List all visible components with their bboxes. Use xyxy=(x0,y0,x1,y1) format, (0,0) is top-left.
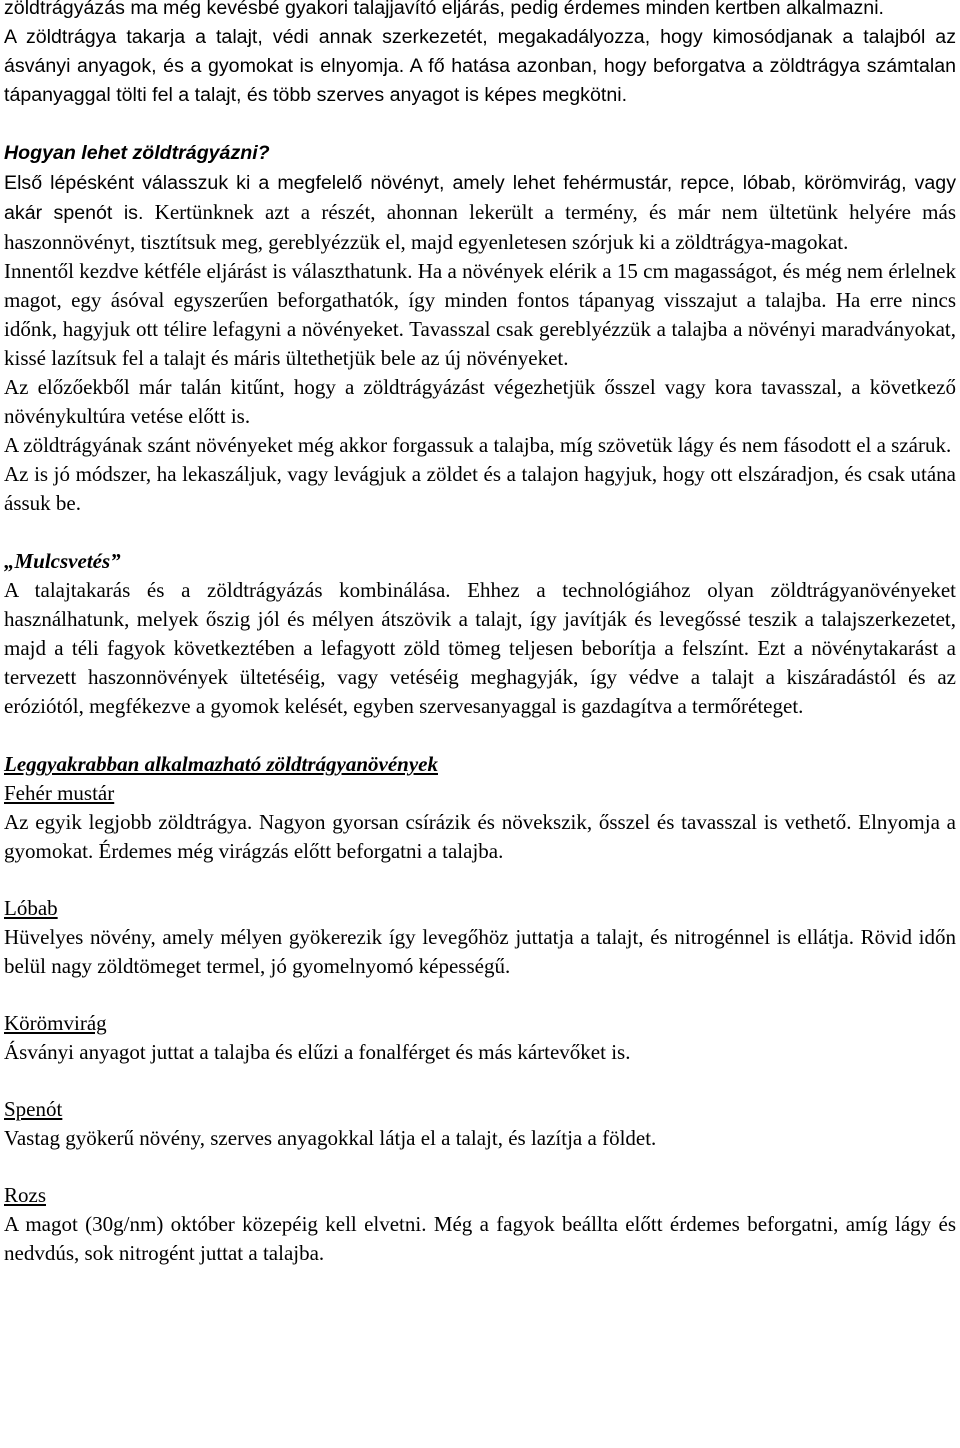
section-heading-how: Hogyan lehet zöldtrágyázni? xyxy=(4,142,270,164)
plant-description: Az egyik legjobb zöldtrágya. Nagyon gyorsan csírázik és növekszik, ősszel és tavasszal is vethető. Elnyomja a gyomokat. Érdemes még virágzás előtt beforgatni a talajba. xyxy=(4,810,956,863)
how-paragraph-5: Az is jó módszer, ha lekaszáljuk, vagy levágjuk a zöldet és a talajon hagyjuk, hogy ott elszáradjon, és csak utána ássuk be. xyxy=(4,462,956,515)
section-heading-plants: Leggyakrabban alkalmazható zöldtrágyanövények xyxy=(4,752,438,776)
spacer xyxy=(4,866,956,894)
how-paragraph-1-part-a: Első lépésként válasszuk ki a megfelelő növényt, amely lehet fehérmustár, repce, lóbab, körömvirág, vagy akár spenót is. xyxy=(4,172,956,224)
document-page xyxy=(4,0,956,1268)
spacer xyxy=(4,1067,956,1095)
plant-name: Rozs xyxy=(4,1183,46,1207)
plant-item xyxy=(4,1181,956,1268)
spacer xyxy=(4,981,956,1009)
how-paragraph-4: A zöldtrágyának szánt növényeket még akkor forgassuk a talajba, míg szövetük lágy és nem fásodott el a száruk. xyxy=(4,433,952,457)
plant-item xyxy=(4,1009,956,1067)
how-paragraph-1-part-b: Kertünknek azt a részét, ahonnan lekerült a termény, és már nem ültetünk helyére más haszonnövényt, tisztítsuk meg, gereblyézzük el, majd egyenletesen szórjuk ki a zöldtrágya-magokat. xyxy=(4,200,956,254)
how-paragraph-1 xyxy=(4,168,956,257)
spacer xyxy=(4,721,956,750)
plant-item xyxy=(4,1095,956,1153)
intro-paragraph-2: A zöldtrágya takarja a talajt, védi annak szerkezetét, megakadályozza, hogy kimosódjanak a talajból az ásványi anyagok, és a gyomokat is elnyomja. A fő hatása azonban, hogy beforgatva a zöldtrágya számtalan tápanyaggal tölti fel a talajt, és több szerves anyagot is képes megkötni. xyxy=(4,26,956,106)
plant-name: Fehér mustár xyxy=(4,781,115,805)
mulch-paragraph: A talajtakarás és a zöldtrágyázás kombinálása. Ehhez a technológiához olyan zöldtrágyanövényeket használhatunk, melyek őszig jól és mélyen átszövik a talajt, így javítják és levegőssé teszik a talajszerkezetet, majd a téli fagyok következtében a lefagyott zöld tömeg teljesen beborítja a felszínt. Ezt a növénytakarást a tervezett haszonnövények ültetéséig, vagy vetéséig meghagyják, így védve a talajt a kiszáradástól és az eróziótól, megfékezve a gyomok kelését, egyben szervesanyaggal is gazdagítva a termőréteget. xyxy=(4,578,956,718)
how-paragraph-2: Innentől kezdve kétféle eljárást is választhatunk. Ha a növények elérik a 15 cm magasságot, és még nem érlelnek magot, egy ásóval egyszerűen beforgathatók, így minden fontos tápanyag visszajut a talajba. Ha erre nincs időnk, hagyjuk ott télire lefagyni a növényeket. Tavasszal csak gereblyézzük a talajba a növényi maradványokat, kissé lazítsuk fel a talajt és máris ültethetjük bele az új növényeket. xyxy=(4,259,956,370)
intro-paragraph-1: zöldtrágyázás ma még kevésbé gyakori talajjavító eljárás, pedig érdemes minden kertben alkalmazni. xyxy=(4,0,884,19)
spacer xyxy=(4,110,956,139)
plant-description: Vastag gyökerű növény, szerves anyagokkal látja el a talajt, és lazítja a földet. xyxy=(4,1126,657,1150)
plant-description: Hüvelyes növény, amely mélyen gyökerezik így levegőhöz juttatja a talajt, és nitrogénnel is ellátja. Rövid időn belül nagy zöldtömeget termel, jó gyomelnyomó képességű. xyxy=(4,925,956,978)
how-paragraph-3: Az előzőekből már talán kitűnt, hogy a zöldtrágyázást végezhetjük ősszel vagy kora tavasszal, a következő növénykultúra vetése előtt is. xyxy=(4,375,956,428)
plant-item xyxy=(4,779,956,866)
spacer xyxy=(4,518,956,547)
plant-name: Körömvirág xyxy=(4,1011,107,1035)
plant-description: A magot (30g/nm) október közepéig kell elvetni. Még a fagyok beállta előtt érdemes beforgatni, amíg lágy és nedvdús, sok nitrogént juttat a talajba. xyxy=(4,1212,956,1265)
plant-description: Ásványi anyagot juttat a talajba és elűzi a fonalférget és más kártevőket is. xyxy=(4,1040,631,1064)
plant-name: Lóbab xyxy=(4,896,58,920)
section-heading-mulch: „Mulcsvetés” xyxy=(4,549,121,573)
plant-item xyxy=(4,894,956,981)
plant-name: Spenót xyxy=(4,1097,63,1121)
spacer xyxy=(4,1153,956,1181)
